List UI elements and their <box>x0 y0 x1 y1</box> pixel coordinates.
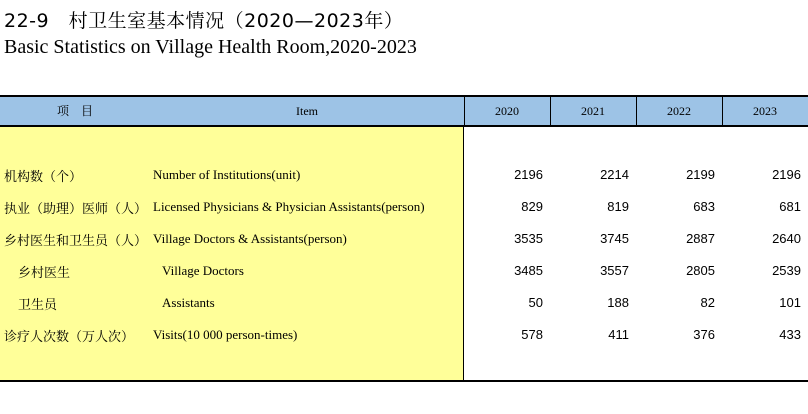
value-2020: 3485 <box>514 263 543 278</box>
table-bottom-border <box>0 380 808 382</box>
table-row <box>0 198 808 218</box>
value-2021: 188 <box>607 295 629 310</box>
value-2023: 2539 <box>772 263 801 278</box>
row-label-en: Number of Institutions(unit) <box>153 167 301 182</box>
value-2020: 2196 <box>514 167 543 182</box>
row-label-cn: 卫生员 <box>18 298 58 313</box>
value-2022: 2199 <box>686 167 715 182</box>
value-2021: 819 <box>607 199 629 214</box>
row-label-en: Village Doctors <box>162 263 244 278</box>
value-2020: 50 <box>528 295 543 310</box>
header-year-2022: 2022 <box>667 104 691 118</box>
table-header <box>0 95 808 127</box>
value-2021: 411 <box>608 327 629 342</box>
value-2023: 2640 <box>772 231 801 246</box>
header-year-2021: 2021 <box>581 104 605 118</box>
value-2021: 2214 <box>600 167 629 182</box>
value-2023: 101 <box>779 295 801 310</box>
table-row <box>0 326 808 346</box>
row-label-en: Licensed Physicians & Physician Assistants(person) <box>153 199 425 214</box>
value-2020: 3535 <box>514 231 543 246</box>
page-title-cn: 22-9 村卫生室基本情况（2020—2023年） <box>4 10 404 32</box>
page-title-en: Basic Statistics on Village Health Room,2020-2023 <box>4 36 417 58</box>
row-label-en: Assistants <box>162 295 215 310</box>
value-2022: 683 <box>693 199 715 214</box>
statistics-table <box>0 95 808 382</box>
value-2022: 2887 <box>686 231 715 246</box>
table-row <box>0 230 808 250</box>
header-year-2023: 2023 <box>753 104 777 118</box>
row-label-en: Visits(10 000 person-times) <box>153 327 298 342</box>
row-label-cn: 机构数（个） <box>4 170 83 185</box>
row-label-cn: 诊疗人次数（万人次） <box>4 330 135 345</box>
header-item-cn: 项 目 <box>56 104 93 118</box>
value-2023: 433 <box>779 327 801 342</box>
header-year-2020: 2020 <box>495 104 519 118</box>
value-2023: 2196 <box>772 167 801 182</box>
table-row <box>0 262 808 282</box>
value-2023: 681 <box>779 199 801 214</box>
row-label-cn: 执业（助理）医师（人） <box>4 202 148 217</box>
table-row <box>0 166 808 186</box>
value-2022: 82 <box>700 295 715 310</box>
value-2022: 2805 <box>686 263 715 278</box>
row-label-en: Village Doctors & Assistants(person) <box>153 231 347 246</box>
row-label-cn: 乡村医生 <box>18 266 71 281</box>
value-2021: 3745 <box>600 231 629 246</box>
value-2021: 3557 <box>600 263 629 278</box>
header-item-en: Item <box>296 104 318 118</box>
value-2020: 578 <box>521 327 543 342</box>
row-label-cn: 乡村医生和卫生员（人） <box>4 234 148 249</box>
value-2020: 829 <box>521 199 543 214</box>
table-row <box>0 294 808 314</box>
value-2022: 376 <box>693 327 715 342</box>
